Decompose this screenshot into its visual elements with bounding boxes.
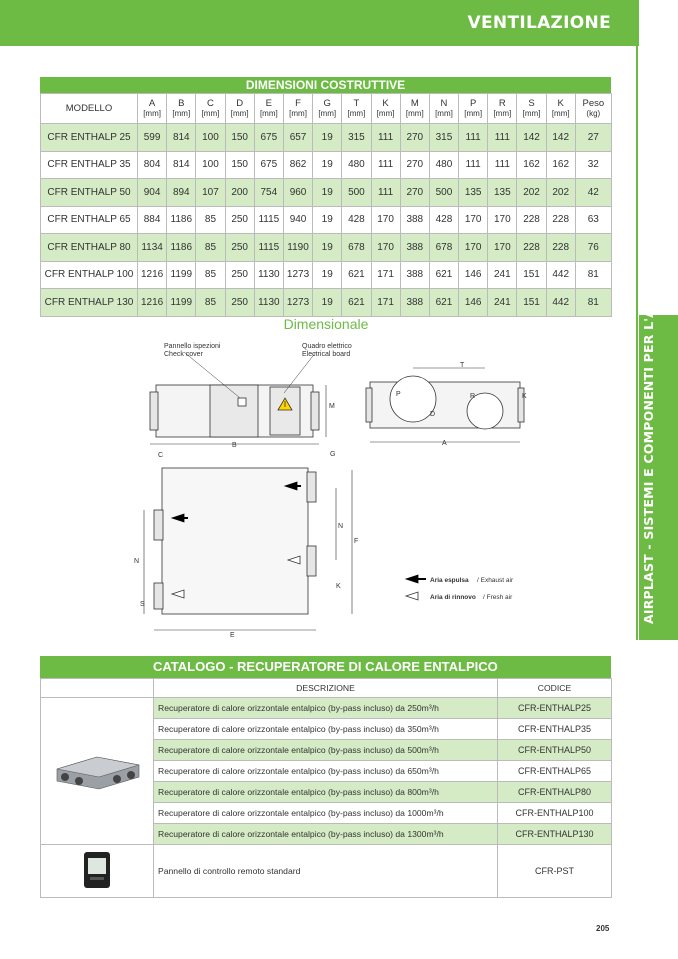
value-cell: 171: [371, 261, 400, 289]
dim-col-name: T: [353, 97, 360, 109]
value-cell: 202: [517, 179, 546, 207]
dim-col-name: G: [323, 97, 331, 109]
catalog-section: [40, 656, 611, 898]
value-cell: 315: [342, 124, 371, 152]
dim-label-p: P: [396, 391, 401, 398]
value-cell: 904: [138, 179, 167, 207]
legend-fresh-it: Aria di rinnovo: [430, 594, 476, 601]
desc-cell: Pannello di controllo remoto standard: [154, 845, 498, 898]
product-image-cell: [41, 698, 154, 845]
dim-label-a: A: [442, 440, 447, 447]
value-cell: 814: [167, 151, 196, 179]
dimensions-table-section: [40, 77, 611, 317]
value-cell: 1186: [167, 234, 196, 262]
value-cell: 894: [167, 179, 196, 207]
dim-col-header: [546, 94, 575, 124]
value-cell: 1186: [167, 206, 196, 234]
value-cell: 151: [517, 261, 546, 289]
value-cell: 675: [254, 151, 283, 179]
legend-exhaust-en: / Exhaust air: [477, 577, 514, 584]
value-cell: 63: [575, 206, 611, 234]
dim-col-unit: [mm]: [551, 108, 570, 118]
dim-col-unit: [mm]: [376, 108, 395, 118]
value-cell: 1130: [254, 289, 283, 317]
dim-col-name: A: [148, 97, 156, 109]
table-row: [41, 124, 612, 152]
dim-label-b: B: [232, 442, 237, 449]
value-cell: 200: [225, 179, 254, 207]
dim-col-header: [371, 94, 400, 124]
unit-product-icon: [51, 747, 143, 793]
value-cell: 202: [546, 179, 575, 207]
header-bar: [0, 0, 639, 46]
dim-label-n-right: N: [338, 523, 344, 530]
dim-label-t: T: [460, 362, 465, 369]
image-header: [41, 679, 154, 698]
model-cell: CFR ENTHALP 65: [41, 206, 138, 234]
dim-col-unit: [mm]: [522, 108, 541, 118]
dim-col-name: K: [557, 97, 564, 109]
dim-label-s: S: [140, 601, 145, 608]
value-cell: 388: [400, 289, 429, 317]
catalog-title: CATALOGO - RECUPERATORE DI CALORE ENTALPICO: [40, 656, 611, 678]
dim-col-name: K: [382, 97, 389, 109]
desc-cell: Recuperatore di calore orizzontale entalpico (by-pass incluso) da 500m³/h: [154, 740, 498, 761]
value-cell: 675: [254, 124, 283, 152]
code-cell: CFR-ENTHALP130: [498, 824, 612, 845]
value-cell: 442: [546, 261, 575, 289]
model-cell: CFR ENTHALP 80: [41, 234, 138, 262]
value-cell: 85: [196, 206, 225, 234]
value-cell: 111: [488, 124, 517, 152]
code-cell: CFR-PST: [498, 845, 612, 898]
value-cell: 228: [546, 206, 575, 234]
model-cell: CFR ENTHALP 35: [41, 151, 138, 179]
value-cell: 241: [488, 261, 517, 289]
dim-col-unit: [mm]: [464, 108, 483, 118]
value-cell: 621: [342, 261, 371, 289]
table-row: [41, 261, 612, 289]
catalog-header-row: [41, 679, 612, 698]
value-cell: 150: [225, 151, 254, 179]
dim-col-unit: [mm]: [347, 108, 366, 118]
drawing-title: Dimensionale: [283, 316, 369, 332]
value-cell: 19: [313, 234, 342, 262]
dim-col-name: S: [528, 97, 535, 109]
value-cell: 228: [517, 206, 546, 234]
value-cell: 250: [225, 289, 254, 317]
value-cell: 171: [371, 289, 400, 317]
legend-exhaust-it: Aria espulsa: [430, 577, 469, 584]
code-header: CODICE: [498, 679, 612, 698]
dim-col-header: [488, 94, 517, 124]
value-cell: 146: [459, 261, 488, 289]
code-cell: CFR-ENTHALP35: [498, 719, 612, 740]
model-cell: CFR ENTHALP 100: [41, 261, 138, 289]
code-cell: CFR-ENTHALP80: [498, 782, 612, 803]
value-cell: 162: [546, 151, 575, 179]
value-cell: 81: [575, 261, 611, 289]
value-cell: 107: [196, 179, 225, 207]
value-cell: 170: [371, 234, 400, 262]
value-cell: 250: [225, 206, 254, 234]
dim-col-header: [517, 94, 546, 124]
value-cell: 804: [138, 151, 167, 179]
dim-col-header: [196, 94, 225, 124]
value-cell: 1115: [254, 234, 283, 262]
dimensions-header-row: [41, 94, 612, 124]
value-cell: 1216: [138, 289, 167, 317]
value-cell: 250: [225, 234, 254, 262]
model-cell: CFR ENTHALP 130: [41, 289, 138, 317]
desc-cell: Recuperatore di calore orizzontale entalpico (by-pass incluso) da 1000m³/h: [154, 803, 498, 824]
value-cell: 1130: [254, 261, 283, 289]
value-cell: 480: [429, 151, 458, 179]
value-cell: 100: [196, 151, 225, 179]
value-cell: 228: [546, 234, 575, 262]
value-cell: 388: [400, 234, 429, 262]
value-cell: 111: [459, 124, 488, 152]
value-cell: 388: [400, 261, 429, 289]
value-cell: 32: [575, 151, 611, 179]
value-cell: 19: [313, 261, 342, 289]
value-cell: 621: [342, 289, 371, 317]
desc-cell: Recuperatore di calore orizzontale entalpico (by-pass incluso) da 350m³/h: [154, 719, 498, 740]
value-cell: 100: [196, 124, 225, 152]
desc-header: DESCRIZIONE: [154, 679, 498, 698]
dim-col-header: [342, 94, 371, 124]
table-row: [41, 151, 612, 179]
value-cell: 170: [371, 206, 400, 234]
value-cell: 228: [517, 234, 546, 262]
desc-cell: Recuperatore di calore orizzontale entalpico (by-pass incluso) da 800m³/h: [154, 782, 498, 803]
dim-label-n-left: N: [134, 558, 140, 565]
page-number: 205: [596, 924, 610, 933]
side-label: AIRPLAST - SISTEMI E COMPONENTI PER L'ARIA: [641, 283, 656, 624]
model-header: MODELLO: [41, 94, 138, 124]
label-panel-en: Check cover: [164, 351, 203, 358]
dim-col-name: C: [207, 97, 214, 109]
value-cell: 85: [196, 234, 225, 262]
value-cell: 85: [196, 261, 225, 289]
dim-label-g: G: [330, 451, 336, 458]
value-cell: 111: [371, 179, 400, 207]
legend: [406, 575, 426, 600]
dim-col-header: [313, 94, 342, 124]
side-divider: [636, 46, 638, 640]
dim-col-header: [254, 94, 283, 124]
dim-col-unit: (kg): [586, 108, 601, 118]
value-cell: 270: [400, 179, 429, 207]
dim-label-f: F: [354, 538, 359, 545]
dim-label-m: M: [329, 403, 335, 410]
dimensions-body: [41, 124, 612, 317]
value-cell: 150: [225, 124, 254, 152]
dim-col-unit: [mm]: [143, 108, 161, 118]
value-cell: 500: [342, 179, 371, 207]
value-cell: 270: [400, 124, 429, 152]
value-cell: 170: [459, 234, 488, 262]
value-cell: 754: [254, 179, 283, 207]
value-cell: 142: [517, 124, 546, 152]
value-cell: 162: [517, 151, 546, 179]
dim-col-unit: [mm]: [405, 108, 424, 118]
value-cell: 1190: [283, 234, 312, 262]
value-cell: 19: [313, 124, 342, 152]
value-cell: 678: [429, 234, 458, 262]
value-cell: 1115: [254, 206, 283, 234]
value-cell: 428: [429, 206, 458, 234]
value-cell: 85: [196, 289, 225, 317]
dim-label-k-top: K: [336, 583, 341, 590]
dim-col-name: D: [236, 97, 244, 109]
dim-label-e: E: [230, 632, 235, 638]
value-cell: 814: [167, 124, 196, 152]
dim-col-header: [167, 94, 196, 124]
dim-col-header: [400, 94, 429, 124]
model-cell: CFR ENTHALP 25: [41, 124, 138, 152]
value-cell: 1199: [167, 289, 196, 317]
dim-col-name: M: [410, 97, 419, 109]
value-cell: 315: [429, 124, 458, 152]
value-cell: 270: [400, 151, 429, 179]
value-cell: 81: [575, 289, 611, 317]
value-cell: 19: [313, 151, 342, 179]
value-cell: 42: [575, 179, 611, 207]
dim-col-name: E: [265, 97, 273, 109]
section-title: VENTILAZIONE: [467, 13, 611, 33]
value-cell: 1199: [167, 261, 196, 289]
value-cell: 170: [488, 234, 517, 262]
desc-cell: Recuperatore di calore orizzontale entalpico (by-pass incluso) da 250m³/h: [154, 698, 498, 719]
label-panel-it: Pannello ispezioni: [164, 343, 221, 350]
value-cell: 27: [575, 124, 611, 152]
value-cell: 1216: [138, 261, 167, 289]
value-cell: 862: [283, 151, 312, 179]
catalog-table: [40, 678, 612, 898]
value-cell: 241: [488, 289, 517, 317]
value-cell: 621: [429, 289, 458, 317]
value-cell: 151: [517, 289, 546, 317]
dim-label-d: D: [430, 411, 436, 418]
dim-col-header: [429, 94, 458, 124]
dim-col-unit: [mm]: [201, 108, 220, 118]
value-cell: 111: [488, 151, 517, 179]
desc-cell: Recuperatore di calore orizzontale entalpico (by-pass incluso) da 650m³/h: [154, 761, 498, 782]
value-cell: 428: [342, 206, 371, 234]
value-cell: 146: [459, 289, 488, 317]
side-view: [366, 368, 524, 442]
code-cell: CFR-ENTHALP25: [498, 698, 612, 719]
value-cell: 142: [546, 124, 575, 152]
value-cell: 884: [138, 206, 167, 234]
value-cell: 250: [225, 261, 254, 289]
dim-col-name: R: [498, 97, 506, 109]
value-cell: 19: [313, 289, 342, 317]
dim-col-unit: [mm]: [259, 108, 278, 118]
dim-label-c: C: [158, 452, 164, 459]
table-row: [41, 206, 612, 234]
value-cell: 1273: [283, 261, 312, 289]
dim-col-header: [575, 94, 611, 124]
table-row: [41, 845, 612, 898]
dim-col-name: P: [469, 97, 477, 109]
dimensions-table: [40, 93, 612, 317]
value-cell: 960: [283, 179, 312, 207]
label-board-en: Electrical board: [302, 351, 351, 358]
value-cell: 111: [459, 151, 488, 179]
value-cell: 599: [138, 124, 167, 152]
desc-cell: Recuperatore di calore orizzontale entalpico (by-pass incluso) da 1300m³/h: [154, 824, 498, 845]
model-cell: CFR ENTHALP 50: [41, 179, 138, 207]
legend-fresh-en: / Fresh air: [483, 594, 513, 601]
value-cell: 480: [342, 151, 371, 179]
value-cell: 1134: [138, 234, 167, 262]
table-row: [41, 289, 612, 317]
value-cell: 388: [400, 206, 429, 234]
value-cell: 940: [283, 206, 312, 234]
code-cell: CFR-ENTHALP50: [498, 740, 612, 761]
label-board-it: Quadro elettrico: [302, 343, 352, 350]
table-row: [41, 698, 612, 719]
dim-col-header: [283, 94, 312, 124]
value-cell: 111: [371, 151, 400, 179]
dim-col-name: B: [178, 97, 185, 109]
value-cell: 170: [459, 206, 488, 234]
value-cell: 170: [488, 206, 517, 234]
value-cell: 19: [313, 206, 342, 234]
top-view: [144, 468, 352, 630]
catalog-body: [41, 679, 612, 898]
value-cell: 1273: [283, 289, 312, 317]
dim-col-unit: [mm]: [172, 108, 191, 118]
value-cell: 621: [429, 261, 458, 289]
dim-col-unit: [mm]: [493, 108, 512, 118]
dim-col-unit: [mm]: [230, 108, 249, 118]
dim-col-name: Peso: [582, 97, 605, 109]
table-row: [41, 234, 612, 262]
value-cell: 135: [488, 179, 517, 207]
dim-label-r: R: [470, 393, 476, 400]
value-cell: 135: [459, 179, 488, 207]
value-cell: 111: [371, 124, 400, 152]
dim-col-name: N: [440, 97, 448, 109]
code-cell: CFR-ENTHALP100: [498, 803, 612, 824]
value-cell: 678: [342, 234, 371, 262]
dim-col-unit: [mm]: [318, 108, 337, 118]
value-cell: 76: [575, 234, 611, 262]
value-cell: 442: [546, 289, 575, 317]
dim-label-k-side: K: [522, 393, 527, 400]
panel-image-cell: [41, 845, 154, 898]
control-panel-icon: [82, 851, 112, 889]
dim-col-unit: [mm]: [289, 108, 307, 118]
dim-col-header: [225, 94, 254, 124]
dim-col-unit: [mm]: [435, 108, 453, 118]
dim-col-header: [138, 94, 167, 124]
technical-drawing: [130, 338, 530, 638]
table-row: [41, 179, 612, 207]
value-cell: 657: [283, 124, 312, 152]
code-cell: CFR-ENTHALP65: [498, 761, 612, 782]
value-cell: 19: [313, 179, 342, 207]
dim-col-name: F: [295, 97, 301, 109]
value-cell: 500: [429, 179, 458, 207]
front-view: [150, 352, 326, 444]
dim-col-header: [459, 94, 488, 124]
dimensions-title: DIMENSIONI COSTRUTTIVE: [40, 77, 611, 93]
